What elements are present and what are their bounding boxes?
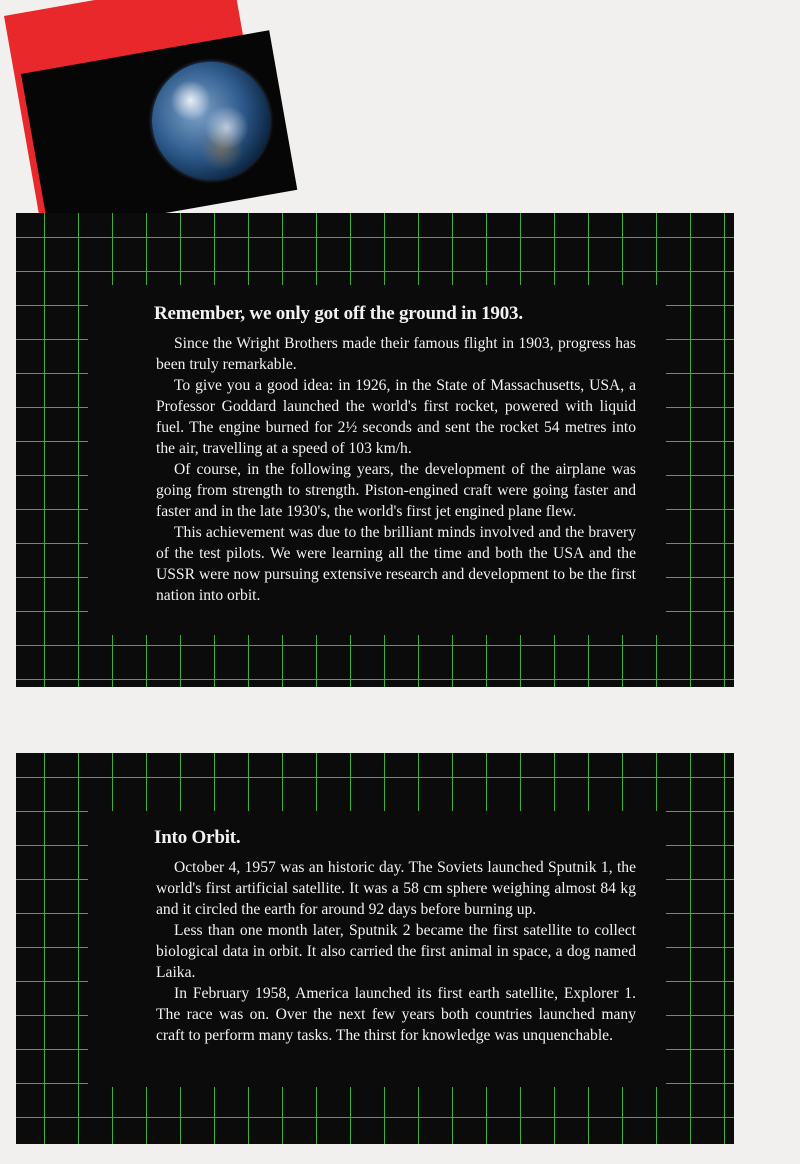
- paragraph: To give you a good idea: in 1926, in the State of Massachusetts, USA, a Professor Goddard launched the world's first rocket, powered with liquid fuel. The engine burned for 2½ seconds and sent the rocket 54 metres into the air, travelling at a speed of 103 km/h.: [156, 377, 636, 457]
- section-heading: Into Orbit.: [154, 827, 241, 848]
- paragraph: Since the Wright Brothers made their famous flight in 1903, progress has been truly remarkable.: [156, 335, 636, 373]
- paragraph: This achievement was due to the brilliant minds involved and the bravery of the test pilots. We were learning all the time and both the USA and the USSR were now pursuing extensive research and development to be the first nation into orbit.: [156, 524, 636, 604]
- paragraph: Less than one month later, Sputnik 2 became the first satellite to collect biological data in orbit. It also carried the first animal in space, a dog named Laika.: [156, 922, 636, 981]
- paragraph: In February 1958, America launched its first earth satellite, Explorer 1. The race was on. Over the next few years both countries launched many craft to perform many tasks. The thirst for knowledge was unquenchable.: [156, 985, 636, 1044]
- text-box-orbit: [88, 811, 666, 1087]
- grid-panel-history: [16, 213, 734, 687]
- earth-globe-image: [143, 52, 280, 189]
- text-box-history: [88, 285, 666, 635]
- paragraph: October 4, 1957 was an historic day. The Soviets launched Sputnik 1, the world's first artificial satellite. It was a 58 cm sphere weighing almost 84 kg and it circled the earth for around 92 days before burning up.: [156, 859, 636, 918]
- paragraph: Of course, in the following years, the development of the airplane was going from strength to strength. Piston-engined craft were going faster and faster and in the late 1930's, the world's first jet engined plane flew.: [156, 461, 636, 520]
- section-heading: Remember, we only got off the ground in 1903.: [154, 303, 523, 324]
- grid-panel-orbit: [16, 753, 734, 1144]
